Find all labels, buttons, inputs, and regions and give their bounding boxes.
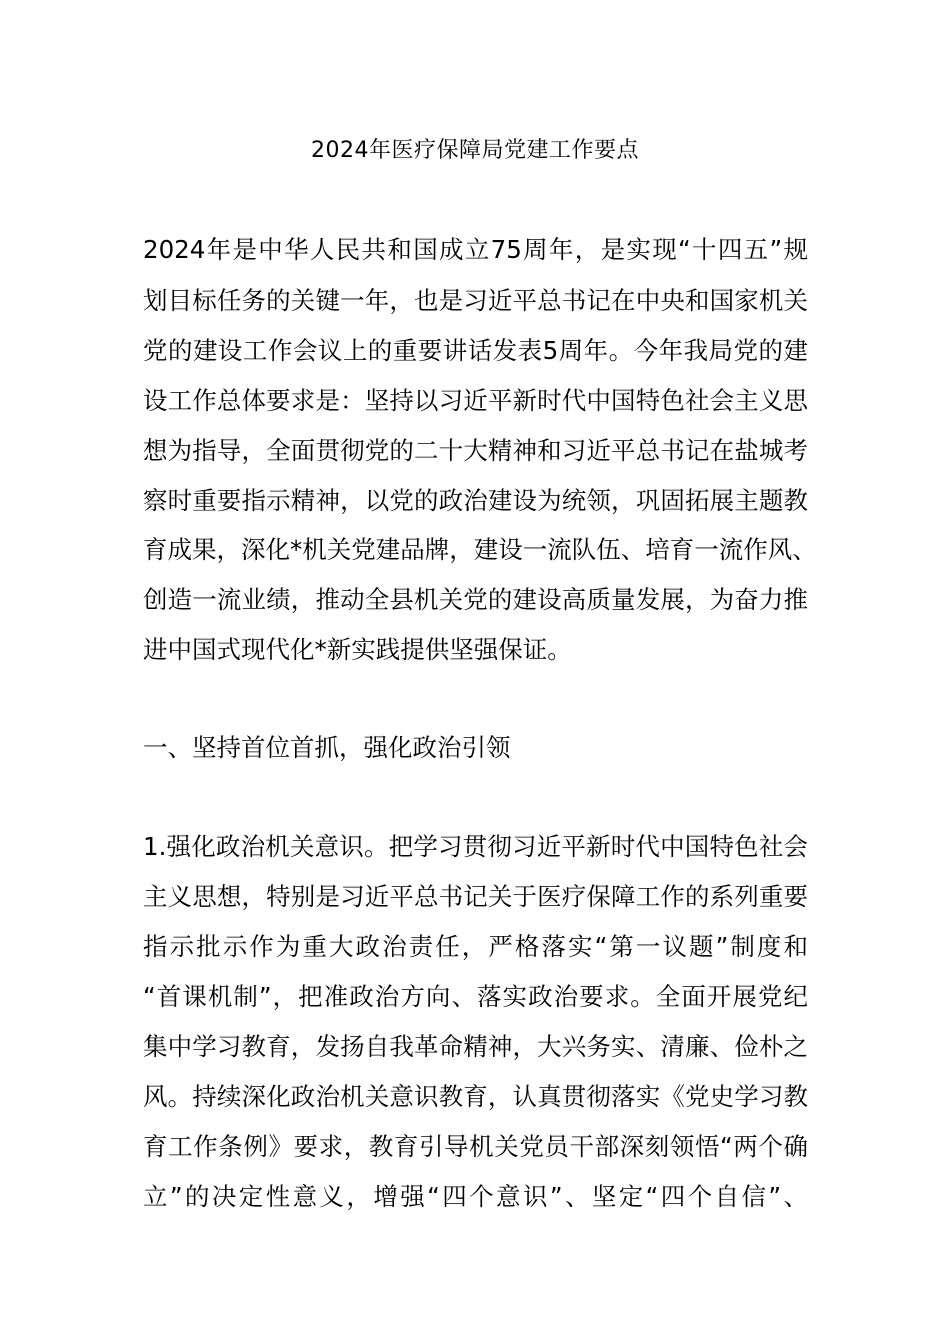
section-heading: 一、坚持首位首抓，强化政治引领: [143, 733, 511, 762]
item-1-line: 主义思想，特别是习近平总书记关于医疗保障工作的系列重要: [143, 882, 808, 911]
intro-line: 党的建设工作会议上的重要讲话发表5周年。今年我局党的建: [143, 336, 808, 365]
intro-line: 2024年是中华人民共和国成立75周年，是实现“十四五”规: [143, 235, 808, 264]
item-1-line: 育工作条例》要求，教育引导机关党员干部深刻领悟“两个确: [143, 1132, 808, 1161]
intro-line: 想为指导，全面贯彻党的二十大精神和习近平总书记在盐城考: [143, 436, 808, 465]
intro-line: 设工作总体要求是：坚持以习近平新时代中国特色社会主义思: [143, 386, 808, 415]
item-1-line: 1.强化政治机关意识。把学习贯彻习近平新时代中国特色社会: [143, 832, 808, 861]
item-1-line: “首课机制”，把准政治方向、落实政治要求。全面开展党纪: [143, 982, 808, 1011]
item-1-line: 立”的决定性意义，增强“四个意识”、坚定“四个自信”、: [143, 1182, 808, 1211]
document-title: 2024年医疗保障局党建工作要点: [311, 138, 639, 163]
item-1-line: 指示批示作为重大政治责任，严格落实“第一议题”制度和: [143, 932, 808, 961]
item-1-line: 集中学习教育，发扬自我革命精神，大兴务实、清廉、俭朴之: [143, 1032, 808, 1061]
intro-line: 察时重要指示精神，以党的政治建设为统领，巩固拓展主题教: [143, 486, 808, 515]
item-1-line: 风。持续深化政治机关意识教育，认真贯彻落实《党史学习教: [143, 1082, 808, 1111]
intro-line: 育成果，深化*机关党建品牌，建设一流队伍、培育一流作风、: [143, 535, 817, 564]
intro-line: 划目标任务的关键一年，也是习近平总书记在中央和国家机关: [143, 286, 808, 315]
intro-line: 进中国式现代化*新实践提供坚强保证。: [143, 635, 572, 664]
intro-line: 创造一流业绩，推动全县机关党的建设高质量发展，为奋力推: [143, 585, 808, 614]
